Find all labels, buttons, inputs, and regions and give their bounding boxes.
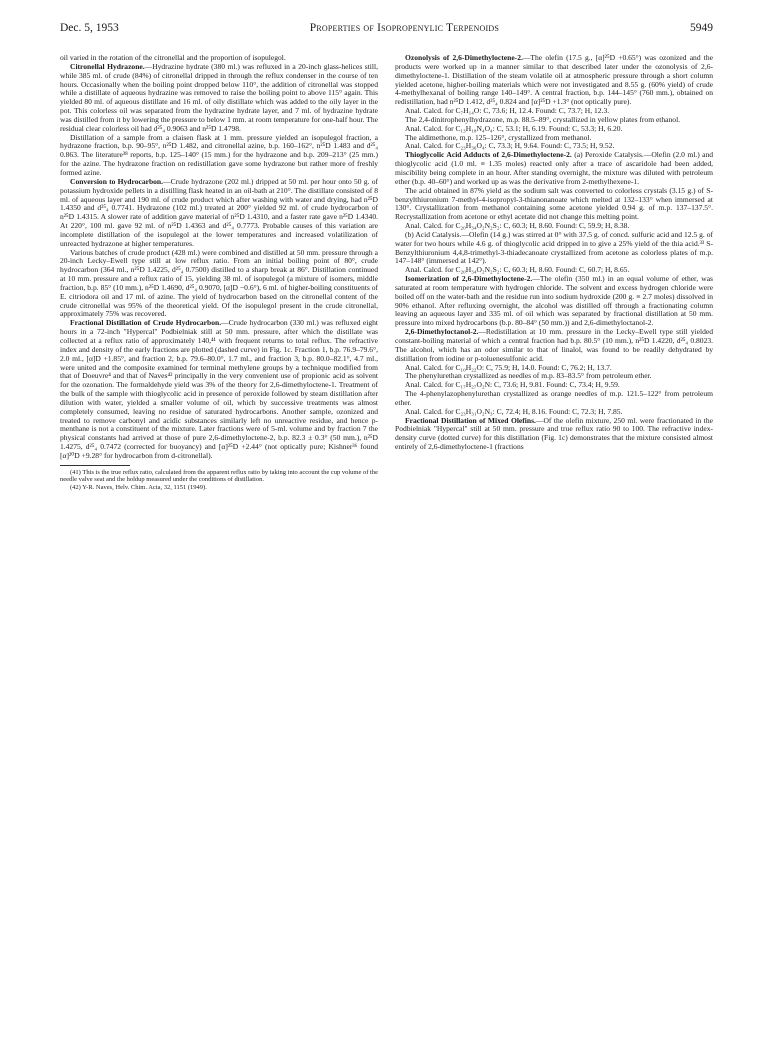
section-heading: Conversion to Hydrocarbon. [70, 176, 164, 186]
section-heading: Citronellal Hydrazone. [70, 61, 145, 71]
header-page-number: 5949 [690, 22, 713, 34]
paragraph-text: —Crude hydrazone (202 ml.) dripped at 50 ml. per hour onto 50 g. of potassium hydroxide pellets in a distilling flask heated in an oil-bath at 210°. The distillate consisted of 8 ml. of aqueous layer and 190 ml. of crude product which after washing with water and drying, had n²⁵D 1.4350 and d²⁵₄ 0.7741. Hydrazone (102 ml.) treated at 200° yielded 92 ml. of crude hydrocarbon of n²⁵D 1.4315. A slower rate of addition gave material of n²⁵D 1.4310, and a faster rate gave n²⁵D 1.4340. At 220°, 100 ml. gave 92 ml. of n²⁵D 1.4363 and d²⁵₄ 0.7773. Probable causes of this variation are incomplete distillation of the isopulegol at the lower temperatures and increased volatilization of unreacted hydrazone at higher temperatures. [60, 176, 378, 248]
header-title: Properties of Isopropenylic Terpenoids [309, 22, 500, 34]
footnote: (41) This is the true reflux ratio, calculated from the apparent reflux ratio by taking into account the cup volume of the needle valve seat and the holdup measured under the conditions of distillation. [60, 468, 378, 484]
paragraph [395, 275, 713, 328]
section-heading: Fractional Distillation of Crude Hydrocarbon. [70, 318, 222, 328]
paragraph [395, 328, 713, 363]
paragraph [60, 134, 378, 178]
paragraph [395, 187, 713, 222]
paragraph [60, 319, 378, 461]
paragraph-text: —Redistillation at 10 mm. pressure in the Lecky–Ewell type still yielded constant-boiling material of which a central fraction had b.p. 80.5° (10 mm.), n²⁵D 1.4220, d²⁵₄ 0.8023. The alcohol, which has an odor similar to that of linalol, was found to be readily dehydrated by distillation from iodine or p-toluenesulfonic acid. [395, 327, 713, 363]
section-heading: Ozonolysis of 2,6-Dimethyloctene-2. [405, 54, 523, 62]
paragraph-text: The 4-phenylazophenylurethan crystallized as orange needles of m.p. 121.5–122° from petroleum ether. [395, 389, 713, 407]
section-heading: Thioglycolic Acid Adducts of 2,6-Dimethyloctene-2. [405, 150, 572, 160]
paragraph [60, 249, 378, 320]
paragraph-text: —Crude hydrocarbon (330 ml.) was refluxed eight hours in a 72-inch "Hypercal" Podbielniak still at 50 mm. pressure, after which the distillate was collected at a reflux ratio of approximately 140,⁴¹ with frequent returns to total reflux. The refractive index and density of the early fractions are plotted (dashed curve) in Fig. 1c. Fraction 1, b.p. 76.9–79.6°, 2.0 ml., [α]D +1.85°, and fraction 2, b.p. 79.6–80.0°, 1.7 ml., and fraction 3, b.p. 80.0–82.1°, 4.7 ml., were united and the composite examined for terminal methylene groups by a technique modified from that of Doeuvre⁴ and that of Naves⁴² principally in the very convenient use of propionic acid as solvent for the ozonation. The formaldehyde yield was 3% of the theory for 2,6-dimethyloctene-1. Treatment of the bulk of the sample with thioglycolic acid in presence of peroxide followed by steam distillation after dilution with water, yielded a smaller volume of oil, which by successive treatments was almost completely consumed, leaving no residue of saturated hydrocarbons. Another sample, ozonized and treated to remove carbonyl and acidic substances similarly left no unreactive residue, and hence p-menthane is not a constituent of the mixture. Later fractions were of 5-ml. volume and by fraction 7 the physical constants had arrived at those of pure 2,6-dimethyloctene-2, b.p. 82.3 ± 0.3° (50 mm.), n²⁵D 1.4275, d²⁵₄ 0.7472 (corrected for buoyancy) and [α]²⁵D +2.44° (not optically pure; Kishner³⁶ found [α]²⁰D +9.28° for hydrocarbon from d-citronellal). [60, 318, 378, 460]
paragraph-text: The phenylurethan crystallized as needles of m.p. 83–83.5° from petroleum ether. [405, 371, 652, 381]
paragraph-text: The aldimethone, m.p. 125–126°, crystallized from methanol. [405, 132, 592, 142]
section-heading: Fractional Distillation of Mixed Olefins. [405, 415, 536, 425]
paragraph-text: Anal. Calcd. for C₂₃H₃₁O₂N₃: C, 72.4; H, 8.16. Found: C, 72.3; H, 7.85. [405, 406, 623, 416]
paragraph-text: —The olefin (17.5 g., [α]²⁵D +0.65°) was ozonized and the products were worked up in a manner similar to that described later under the ozonolysis of 2,6-dimethyloctene-1. Distillation of the steam volatile oil at atmospheric pressure through a short column yielded acetone, higher-boiling materials which were not investigated and 8.55 g. (60% yield) of crude 4-methylhexanal of boiling range 140–149°. A central fraction, b.p. 144–145° (760 mm.), obtained on redistillation, had n²⁵D 1.412, d²⁵₄ 0.824 and [α]²⁵D +1.3° (not optically pure). [395, 54, 713, 107]
paragraph-text: Various batches of crude product (428 ml.) were combined and distilled at 50 mm. pressure through a 20-inch Lecky–Ewell type still at low reflux ratio. From an initial boiling point of 80°, crude hydrocarbon (364 ml., n²⁵D 1.4225, d²⁵₄ 0.7500) distilled to a sharp break at 86°. Distillation continued at 10 mm. pressure and a reflux ratio of 15, yielding 38 ml. of isopulegol (a mixture of isomers, middle fraction, b.p. 85° (10 mm.), n²⁵D 1.4690, d²⁵₄ 0.9070, [α]D −0.6°), 6 ml. of higher-boiling constituents of E. citriodora oil and 17 ml. of azine. The yield of hydrocarbon based on the citronellal content of the crude citronellal was 95% of the theoretical yield. Of the isopulegol present in the crude citronellal, approximately 75% was recovered. [60, 247, 378, 319]
paragraph-text: (b) Acid Catalysis.—Olefin (14 g.) was stirred at 0° with 37.5 g. of concd. sulfuric acid and 12.5 g. of water for two hours while 4.6 g. of thioglycolic acid dripped in to give a 25% yield of the thia acid.³³ S-Benzylthiuronium 4,4,8-trimethyl-3-thiadecanoate crystallized from acetone as colorless plates of m.p. 147–148° (immersed at 142°). [395, 229, 713, 266]
header-date: Dec. 5, 1953 [60, 22, 119, 34]
paragraph-text: The acid obtained in 87% yield as the sodium salt was converted to colorless crystals (3.15 g.) of S-benzylthiuronium 7-methyl-4-isopropyl-3-thianonanoate which melted at 132–133° when immersed at 130°. Crystallization from methanol containing some acetone yielded 0.94 g. of m.p. 137–137.5°. Recrystallization from acetone or ethyl acetate did not change this melting point. [395, 185, 713, 222]
paragraph [60, 178, 378, 249]
paragraph-text: Distillation of a sample from a claisen flask at 1 mm. pressure yielded an isopulegol fraction, a hydrazone fraction, b.p. 90–95°, n²⁵D 1.482, and citronellal azine, b.p. 160–162°, n²⁵D 1.483 and d²⁵₄ 0.863. The literature³⁸ reports, b.p. 125–140° (15 mm.) for the hydrazone and b.p. 209–213° (25 mm.) for the azine. The hydrazone fraction on redistillation gave some hydrazone but rather more of freshly formed azine. [60, 132, 378, 177]
paragraph-text: Anal. Calcd. for C₇H₁₄O: C, 73.6; H, 12.4. Found: C, 73.7; H, 12.3. [405, 106, 610, 116]
paragraph-text: —The olefin (350 ml.) in an equal volume of ether, was saturated at room temperature with hydrogen chloride. The solvent and excess hydrogen chloride were boiled off on the water-bath and the residue run into sodium hydroxide (200 g. ≡ 2.7 moles) dissolved in 90% ethanol. After refluxing overnight, the alcohol was distilled off through a fractionating column leaving an aqueous layer and 335 ml. of oil which was separated by fractional distillation at 50 mm. pressure into mixed hydrocarbons (b.p. 80–84° (50 mm.)) and 2,6-dimethyloctanol-2. [395, 274, 713, 328]
paragraph-text: Anal. Calcd. for C₁₃H₁₈N₄O₄: C, 53.1; H, 6.19. Found: C, 53.3; H, 6.20. [405, 123, 623, 133]
paragraph-text: (a) Peroxide Catalysis.—Olefin (2.0 ml.) and thioglycolic acid (1.0 ml. ≡ 1.35 moles) reacted only after a trace of ascaridole had been added, miscibility being complete in an hour. After standing overnight, the mixture was diluted with petroleum ether (b.p. 40–60°) and worked up as was the derivative from 2-methylhexene-1. [395, 150, 713, 186]
section-heading: 2,6-Dimethyloctanol-2. [405, 327, 479, 337]
paragraph [60, 63, 378, 134]
paragraph [395, 231, 713, 266]
right-column [395, 54, 713, 1032]
paragraph-text: Anal. Calcd. for C₂₃H₃₆O₄: C, 73.3; H, 9.64. Found: C, 73.5; H, 9.52. [405, 141, 615, 151]
paragraph-text: Anal. Calcd. for C₁₇H₂₇O₂N: C, 73.6; H, 9.81. Found: C, 73.4; H, 9.59. [405, 380, 620, 390]
paragraph-text: Anal. Calcd. for C₂₀H₃₄O₂N₂S₂: C, 60.3; H, 8.60. Found: C, 60.7; H, 8.65. [405, 265, 630, 275]
running-header [60, 22, 713, 40]
paragraph-text: Anal. Calcd. for C₂₀H₃₄O₂N₂S₂: C, 60.3; H, 8.60. Found: C, 59.9; H, 8.38. [405, 221, 630, 231]
paragraph-text: —Hydrazine hydrate (380 ml.) was refluxed in a 20-inch glass-helices still, while 385 ml. of crude (84%) of citronellal dripped in through the reflux condenser in the course of ten hours. Occasionally when the boiling point dropped below 110°, the addition of citronellal was stopped while a distillate of aqueous hydrazine was removed to raise the boiling point to above 115° again. This yielded 80 ml. of aqueous distillate and 16 ml. of oily distillate which was added to the oily layer in the pot. This colorless oil was separated from the hydrazine hydrate layer, and 7 ml. of hydrazine hydrate was distilled from it by lowering the pressure to below 1 mm. at room temperature for one-half hour. The residual clear colorless oil had d²⁵₄ 0.9063 and n²⁵D 1.4798. [60, 61, 378, 133]
paragraph-text: oil varied in the rotation of the citronellal and the proportion of isopulegol. [60, 54, 286, 62]
paragraph [395, 417, 713, 452]
paragraph [395, 54, 713, 107]
section-heading: Isomerization of 2,6-Dimethyloctene-2. [405, 274, 533, 284]
paragraph-text: Anal. Calcd. for C₁₀H₂₂O: C, 75.9; H, 14.0. Found: C, 76.2; H, 13.7. [405, 362, 612, 372]
footnote: (42) Y-R. Naves, Helv. Chim. Acta, 32, 1151 (1949). [70, 484, 207, 491]
paragraph [395, 390, 713, 408]
paragraph-text: —Of the olefin mixture, 250 ml. were fractionated in the Podbielniak "Hypercal" still at 50 mm. pressure and true reflux ratio 90 to 100. The refractive index-density curve (dotted curve) for this distillation (Fig. 1c) demonstrates that the mixture consisted almost entirely of 2,6-dimethyloctene-1 (fractions [395, 415, 713, 452]
paragraph [395, 151, 713, 186]
paragraph-text: The 2,4-dinitrophenylhydrazone, m.p. 88.5–89°, crystallized in yellow plates from ethanol. [405, 114, 681, 124]
left-column [60, 54, 378, 1032]
footnote-divider [60, 465, 130, 466]
